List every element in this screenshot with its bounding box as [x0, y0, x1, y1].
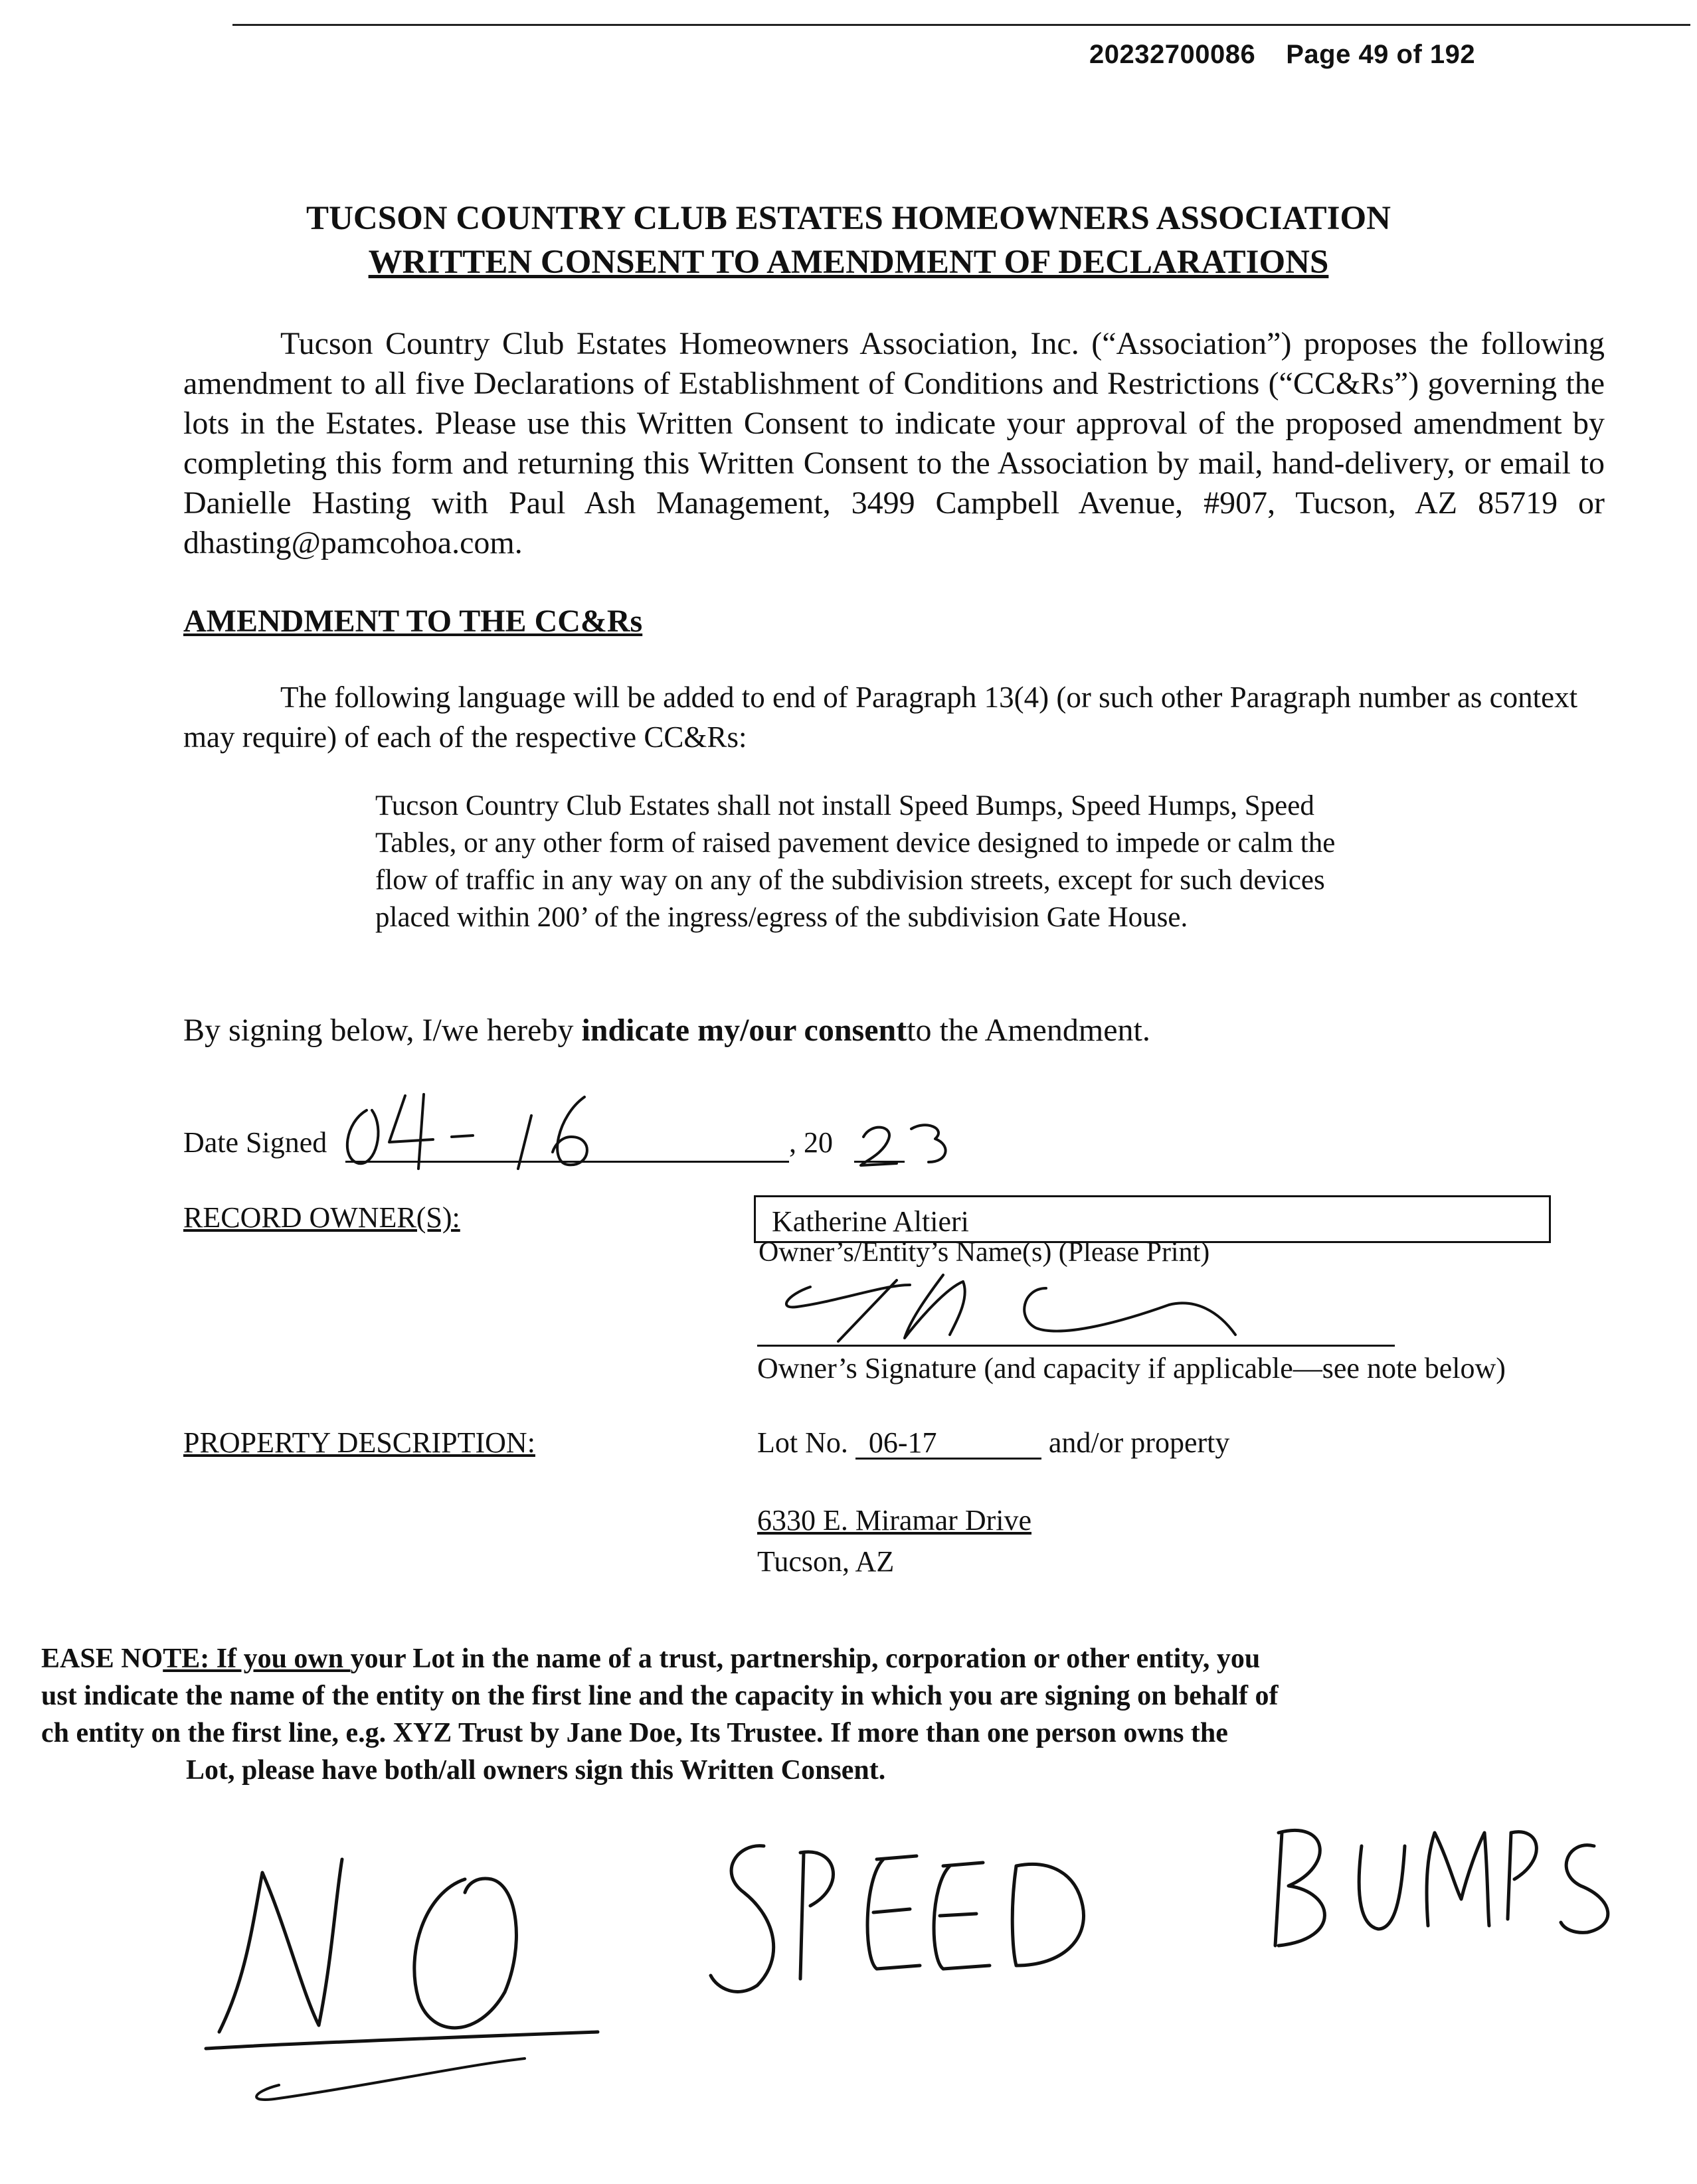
top-rule [232, 24, 1690, 26]
note-line-2: ust indicate the name of the entity on the first line and the capacity in which you are signing on behalf of [41, 1681, 1279, 1711]
note-line-3: ch entity on the first line, e.g. XYZ Trust by Jane Doe, Its Trustee. If more than one person owns the [41, 1718, 1228, 1748]
handwritten-year [861, 1125, 946, 1165]
signature-caption: Owner’s Signature (and capacity if applicable—see note below) [757, 1352, 1506, 1385]
consent-prefix: By signing below, I/we hereby [183, 1013, 582, 1048]
amendment-heading: AMENDMENT TO THE CC&Rs [183, 604, 643, 639]
lot-number-field[interactable]: 06-17 [855, 1428, 1041, 1460]
signature-line[interactable] [757, 1345, 1395, 1347]
page-number: Page 49 of 192 [1286, 40, 1476, 69]
document-number: 20232700086 [1089, 40, 1256, 69]
date-signed-label: Date Signed [183, 1126, 327, 1159]
record-owner-label: RECORD OWNER(S): [183, 1201, 460, 1234]
association-title: TUCSON COUNTRY CLUB ESTATES HOMEOWNERS ASSOCIATION [306, 200, 1391, 237]
handwritten-date [347, 1094, 587, 1169]
intro-paragraph: Tucson Country Club Estates Homeowners Association, Inc. (“Association”) proposes the following amendment to all five Declarations of Establishment of Conditions and Restrictions (“CC&Rs”) governing the lots in the Estates. Please use this Written Consent to indicate your approval of the proposed amendment by completing this form and returning this Written Consent to the Association by mail, hand-delivery, or email to Danielle Hasting with Paul Ash Management, 3499 Campbell Avenue, #907, Tucson, AZ 85719 or dhasting@pamcohoa.com. [183, 326, 1605, 560]
note-line-1 [41, 1640, 1260, 1677]
owner-signature [786, 1275, 1235, 1341]
form-title: WRITTEN CONSENT TO AMENDMENT OF DECLARATIONS [368, 244, 1329, 281]
recording-header [1089, 40, 1475, 70]
year-line[interactable] [854, 1161, 905, 1163]
consent-statement [183, 1012, 1150, 1049]
lot-label: Lot No. [757, 1426, 848, 1459]
note-line-4: Lot, please have both/all owners sign this Written Consent. [186, 1755, 886, 1786]
lot-suffix: and/or property [1048, 1426, 1230, 1459]
handwritten-annotation [206, 1830, 1608, 2100]
lot-number-row [757, 1426, 1229, 1460]
year-prefix: , 20 [789, 1126, 833, 1159]
amendment-lead-in: The following language will be added to end of Paragraph 13(4) (or such other Paragraph number as context may require) of each of the respective CC&Rs: [183, 681, 1578, 754]
consent-suffix: to the Amendment. [907, 1013, 1150, 1048]
amendment-quoted-text: Tucson Country Club Estates shall not install Speed Bumps, Speed Humps, Speed Tables, or any other form of raised pavement device designed to impede or calm the flow of traffic in any way on any of the subdivision streets, except for such devices placed within 200’ of the ingress/egress of the subdivision Gate House. [375, 790, 1336, 933]
note-line-1-underlined: TE: If you own [163, 1643, 351, 1674]
note-line-1-start: EASE NO [41, 1643, 163, 1674]
owner-name-value: Katherine Altieri [772, 1205, 969, 1238]
property-address-line2: Tucson, AZ [757, 1545, 895, 1578]
property-address-line1: 6330 E. Miramar Drive [757, 1504, 1031, 1537]
property-description-label: PROPERTY DESCRIPTION: [183, 1426, 535, 1459]
note-line-1-end: your Lot in the name of a trust, partnership, corporation or other entity, you [350, 1643, 1261, 1674]
date-signed-line[interactable] [345, 1161, 789, 1163]
consent-bold: indicate my/our consent [581, 1013, 907, 1048]
owner-name-caption: Owner’s/Entity’s Name(s) (Please Print) [759, 1237, 1210, 1268]
